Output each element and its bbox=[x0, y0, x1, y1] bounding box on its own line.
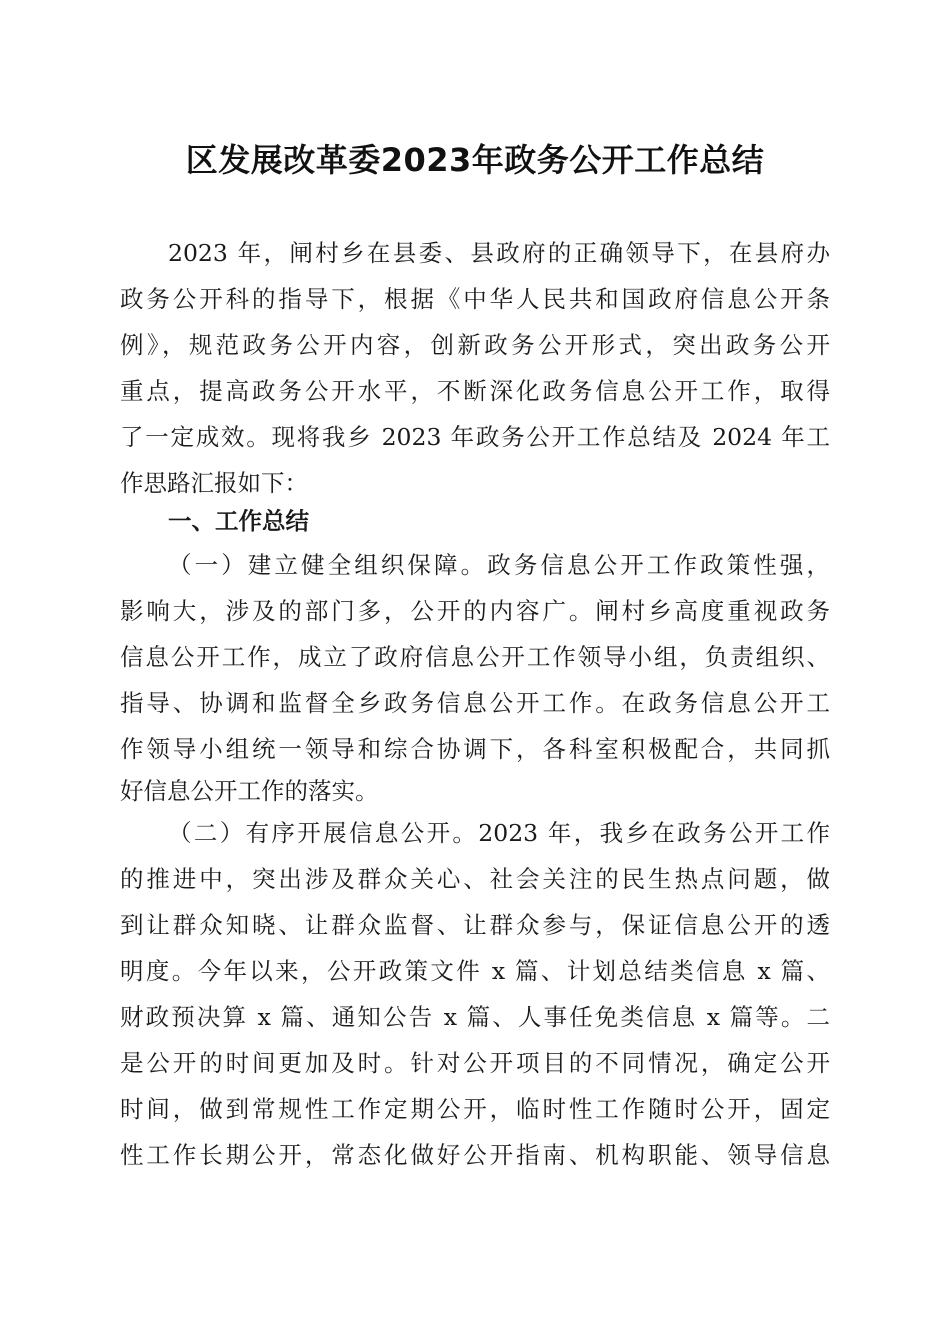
paragraph-line: 指导、协调和监督全乡政务信息公开工作。在政务信息公开工 bbox=[120, 689, 830, 717]
paragraph-line: （二）有序开展信息公开。2023 年，我乡在政务公开工作 bbox=[168, 819, 830, 847]
paragraph-line: 重点，提高政务公开水平，不断深化政务信息公开工作，取得 bbox=[120, 377, 830, 405]
paragraph-line: 信息公开工作，成立了政府信息公开工作领导小组，负责组织、 bbox=[120, 643, 830, 671]
paragraph-line: 作领导小组统一领导和综合协调下，各科室积极配合，共同抓 bbox=[120, 735, 830, 763]
paragraph-line: 好信息公开工作的落实。 bbox=[120, 777, 379, 805]
paragraph-line: 影响大，涉及的部门多，公开的内容广。闸村乡高度重视政务 bbox=[120, 597, 830, 625]
paragraph-line: 的推进中，突出涉及群众关心、社会关注的民生热点问题，做 bbox=[120, 865, 830, 893]
paragraph-line: 性工作长期公开，常态化做好公开指南、机构职能、领导信息 bbox=[120, 1141, 830, 1169]
paragraph-line: 是公开的时间更加及时。针对公开项目的不同情况，确定公开 bbox=[120, 1049, 830, 1077]
paragraph-line: 例》，规范政务公开内容，创新政务公开形式，突出政务公开 bbox=[120, 331, 830, 359]
paragraph-line: 到让群众知晓、让群众监督、让群众参与，保证信息公开的透 bbox=[120, 911, 830, 939]
paragraph-line: 政务公开科的指导下，根据《中华人民共和国政府信息公开条 bbox=[120, 285, 830, 313]
paragraph-line: （一）建立健全组织保障。政务信息公开工作政策性强， bbox=[168, 551, 830, 579]
document-title: 区发展改革委2023年政务公开工作总结 bbox=[185, 141, 765, 179]
section-heading: 一、工作总结 bbox=[168, 507, 309, 535]
paragraph-line: 财政预决算 x 篇、通知公告 x 篇、人事任免类信息 x 篇等。二 bbox=[120, 1003, 830, 1031]
paragraph-line: 了一定成效。现将我乡 2023 年政务公开工作总结及 2024 年工 bbox=[120, 423, 830, 451]
paragraph-line: 时间，做到常规性工作定期公开，临时性工作随时公开，固定 bbox=[120, 1095, 830, 1123]
paragraph-line: 作思路汇报如下： bbox=[120, 469, 308, 497]
paragraph-line: 2023 年，闸村乡在县委、县政府的正确领导下，在县府办 bbox=[168, 239, 830, 267]
paragraph-line: 明度。今年以来，公开政策文件 x 篇、计划总结类信息 x 篇、 bbox=[120, 957, 830, 985]
